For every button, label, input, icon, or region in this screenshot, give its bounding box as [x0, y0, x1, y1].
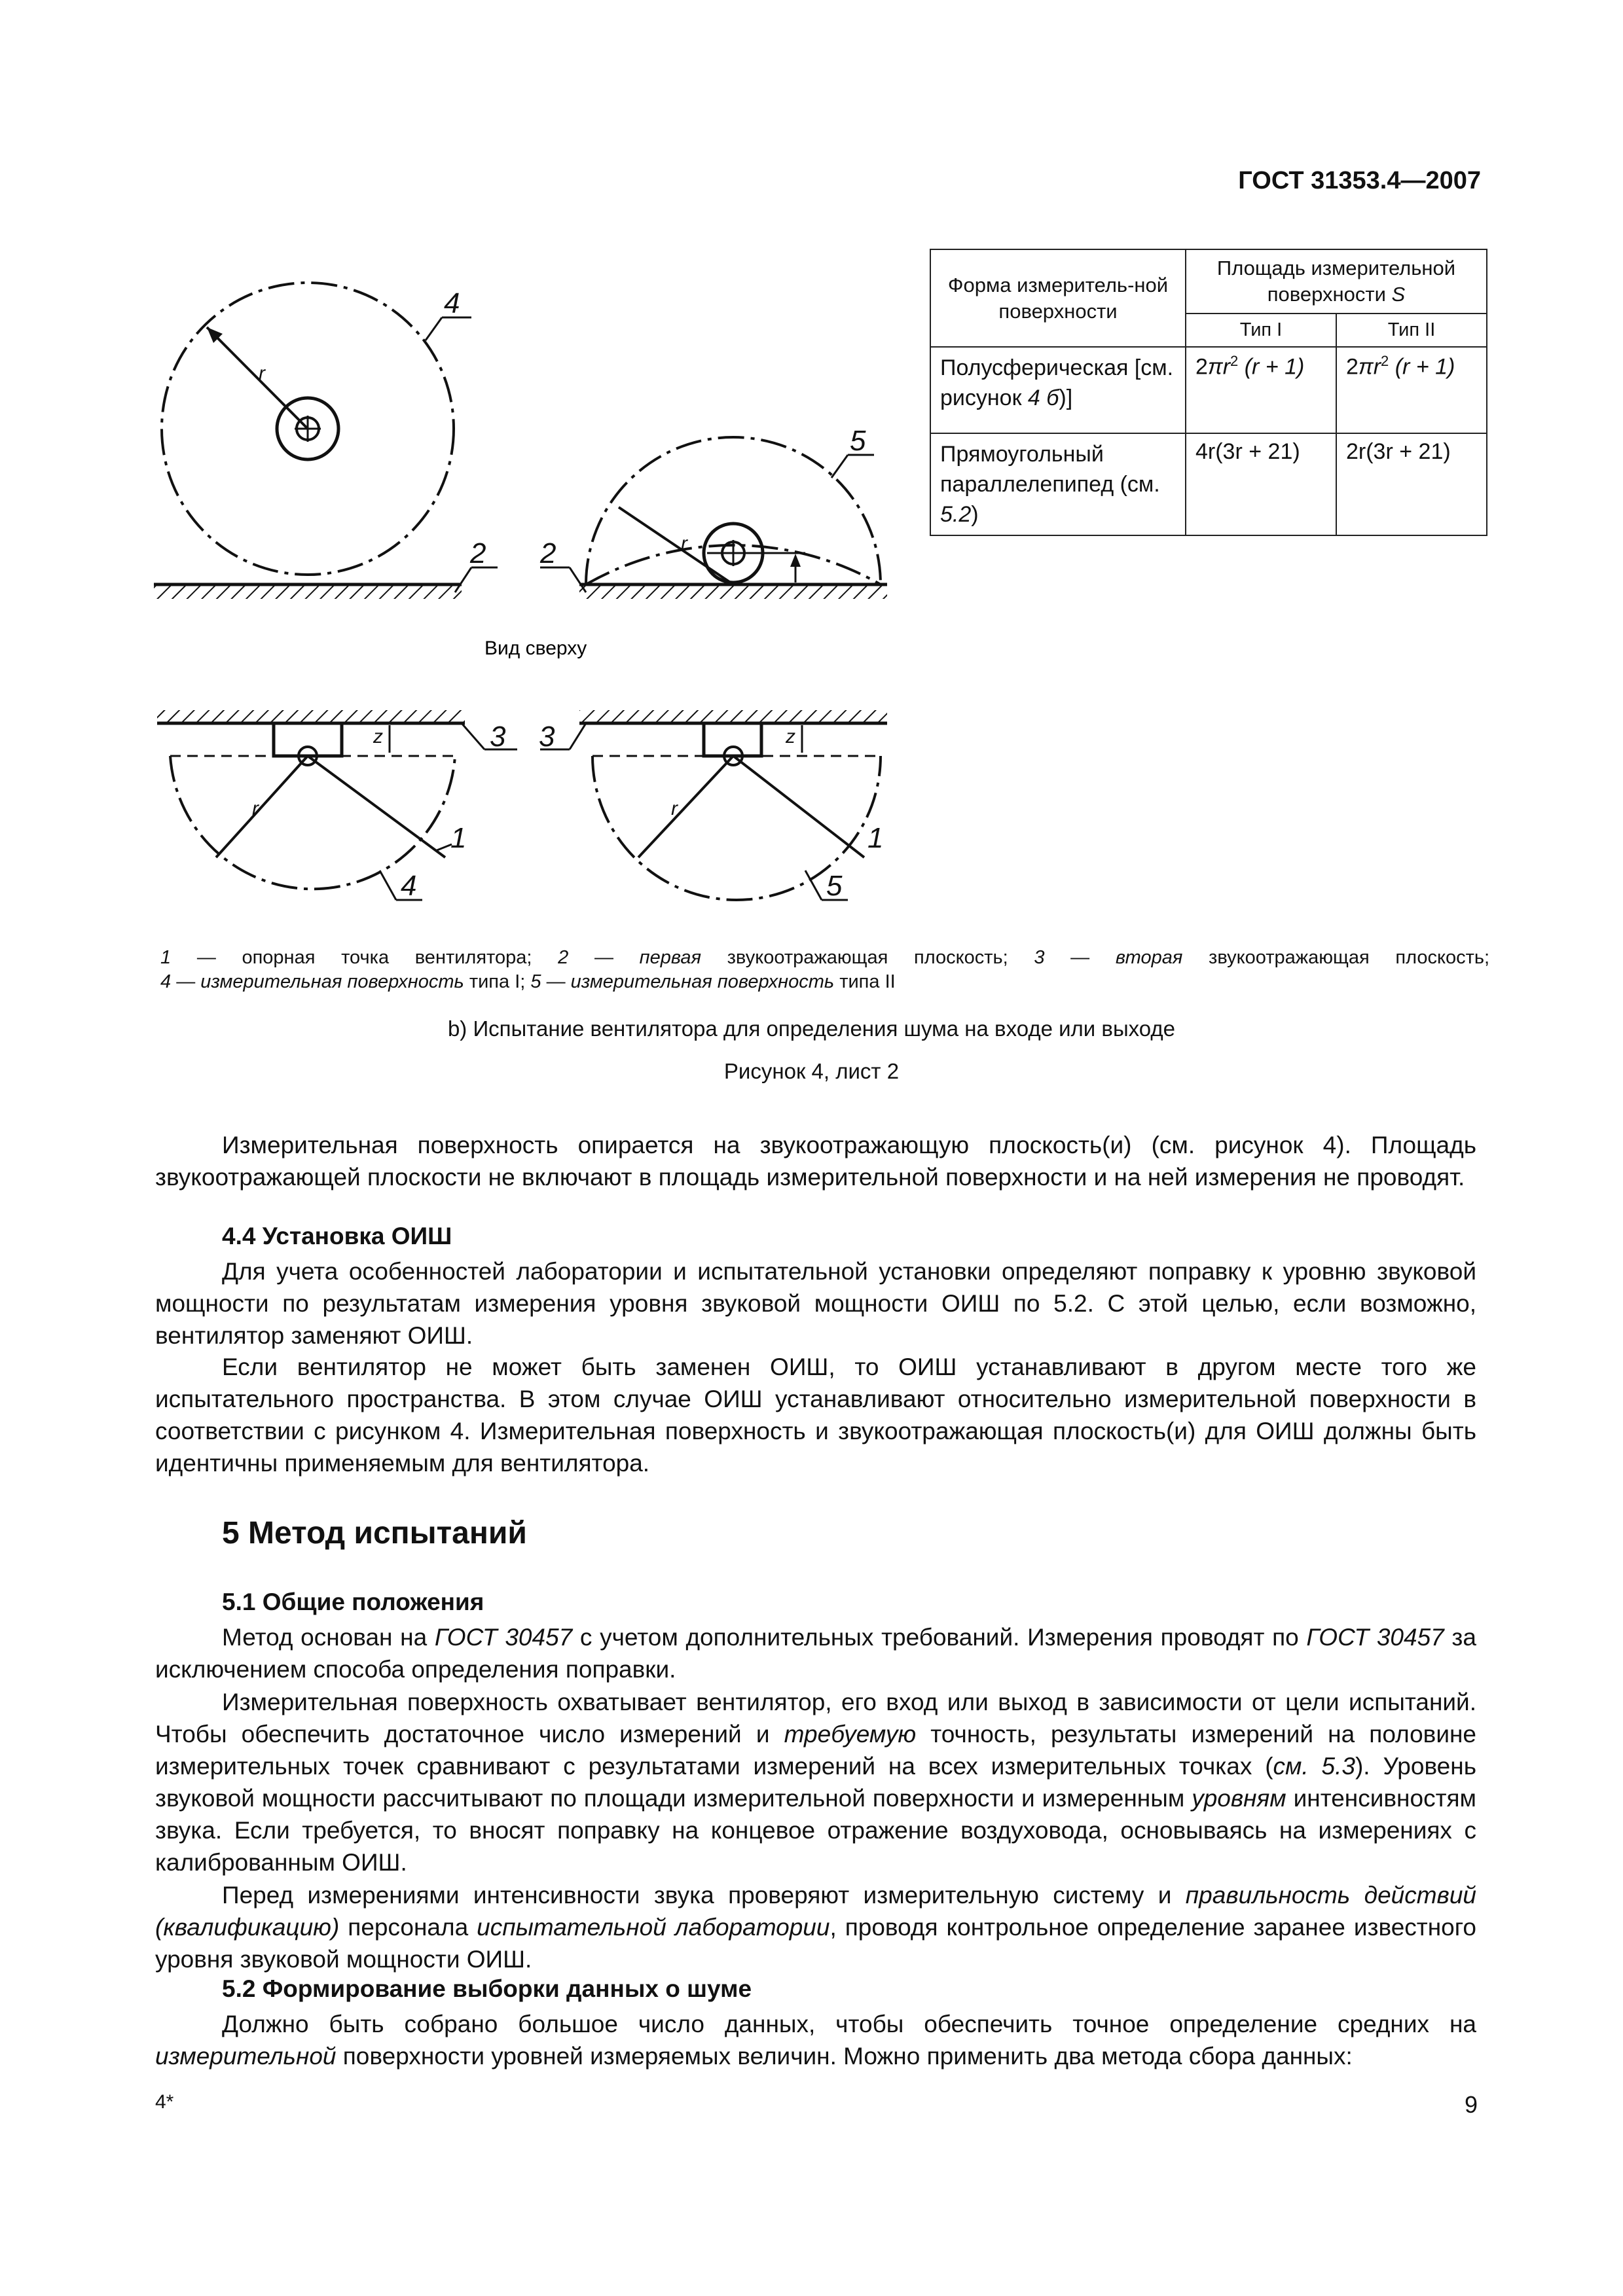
paragraph-2: Для учета особенностей лаборатории и испытательной установки определяют поправку к уровню звуковой мощности по результатам измерения уровня звуковой мощности ОИШ по 5.2. С этой целью, если возможно, вентилятор заменяют ОИШ. [155, 1258, 1476, 1349]
side-view-type2 [540, 437, 887, 599]
table-row-parallelepiped: Прямоугольный параллелепипед (см. 5.2) [930, 433, 1186, 535]
label-1-left: 1 [450, 822, 467, 854]
table-cell-para-type2: 2r(3r + 21) [1336, 433, 1487, 535]
figure-legend-line2: 4 — измерительная поверхность типа I; 5 — измерительная поверхность типа II [160, 971, 896, 992]
label-3-left: 3 [490, 721, 506, 753]
figure-legend-line1: 1 — опорная точка вентилятора; 2 — первая звукоотражающая плоскость; 3 — вторая звукоотражающая плоскость; [160, 947, 1490, 968]
side-view-type1 [154, 283, 498, 599]
figure-subcaption: b) Испытание вентилятора для определения шума на входе или выходе [447, 1016, 1176, 1041]
footer-sheet-mark: 4* [155, 2091, 174, 2113]
top-view-type1 [157, 710, 517, 900]
heading-5-2: 5.2 Формирование выборки данных о шуме [222, 1975, 752, 2002]
heading-4-4: 4.4 Установка ОИШ [222, 1223, 452, 1249]
table-header-type1: Тип I [1186, 314, 1336, 347]
table-cell-hemi-type2: $2\pi r^2$ (r + 1) [1336, 347, 1487, 433]
surface-area-table [930, 249, 1487, 536]
label-4-bottom: 4 [401, 870, 417, 902]
table-header-shape: Форма измеритель-ной поверхности [930, 249, 1186, 347]
view-from-above-label: Вид сверху [484, 637, 587, 659]
label-3-right: 3 [539, 721, 555, 753]
label-r-2: r [681, 533, 687, 554]
label-z-2: z [786, 726, 795, 747]
table-cell-para-type1: 4r(3r + 21) [1186, 433, 1336, 535]
table-header-area: Площадь измерительной поверхности S [1186, 249, 1487, 314]
heading-5: 5 Метод испытаний [222, 1516, 527, 1551]
paragraph-5: Измерительная поверхность охватывает вентилятор, его вход или выход в зависимости от цели испытаний. Чтобы обеспечить достаточное число измерений и требуемую точность, результаты измерений на половине измерительных точек сравнивают с результатами измерений на всех измерительных точках (см. 5.3). Уровень звуковой мощности рассчитывают по площади измерительной поверхности и измеренным уровням интенсивностям звука. Если требуется, то вносят поправку на концевое отражение воздуховода, основываясь на измерениях с калиброванным ОИШ. [155, 1689, 1476, 1876]
figure-caption: Рисунок 4, лист 2 [723, 1059, 900, 1083]
paragraph-7: Должно быть собрано большое число данных, чтобы обеспечить точное определение средних на измерительной поверхности уровней измеряемых величин. Можно применить два метода сбора данных: [155, 2011, 1476, 2070]
label-2-right: 2 [540, 537, 556, 569]
document-code: ГОСТ 31353.4—2007 [1238, 167, 1481, 194]
label-r-1: r [259, 363, 265, 384]
table-header-type2: Тип II [1336, 314, 1487, 347]
table-cell-hemi-type1: $2\pi r^2$ (r + 1) [1186, 347, 1336, 433]
label-4-top: 4 [444, 287, 460, 319]
label-1-right: 1 [867, 822, 884, 854]
table-row-hemisphere: Полусферическая [см. рисунок 4 б)] [930, 347, 1186, 433]
heading-5-1: 5.1 Общие положения [222, 1588, 484, 1615]
paragraph-1: Измерительная поверхность опирается на звукоотражающую плоскость(и) (см. рисунок 4). Площадь звукоотражающей плоскости не включают в площадь измерительной поверхности и на ней измерения не проводят. [155, 1132, 1476, 1191]
label-2-left: 2 [470, 537, 486, 569]
label-r-3: r [252, 798, 259, 819]
paragraph-6: Перед измерениями интенсивности звука проверяют измерительную систему и правильность действий (квалификацию) персонала испытательной лаборатории, проводя контрольное определение заранее известного уровня звуковой мощности ОИШ. [155, 1882, 1477, 1973]
label-z-1: z [373, 726, 383, 747]
page-number: 9 [1464, 2091, 1478, 2118]
label-r-4: r [671, 798, 678, 819]
paragraph-4: Метод основан на ГОСТ 30457 с учетом дополнительных требований. Измерения проводят по ГОСТ 30457 за исключением способа определения поправки. [155, 1624, 1476, 1683]
label-5-top: 5 [850, 425, 866, 457]
paragraph-3: Если вентилятор не может быть заменен ОИШ, то ОИШ устанавливают в другом месте того же испытательного пространства. В этом случае ОИШ устанавливают относительно измерительной поверхности в соответствии с рисунком 4. Измерительная поверхность и звукоотражающая плоскость(и) для ОИШ должны быть идентичны применяемым для вентилятора. [155, 1354, 1476, 1477]
label-5-bottom: 5 [826, 870, 843, 902]
